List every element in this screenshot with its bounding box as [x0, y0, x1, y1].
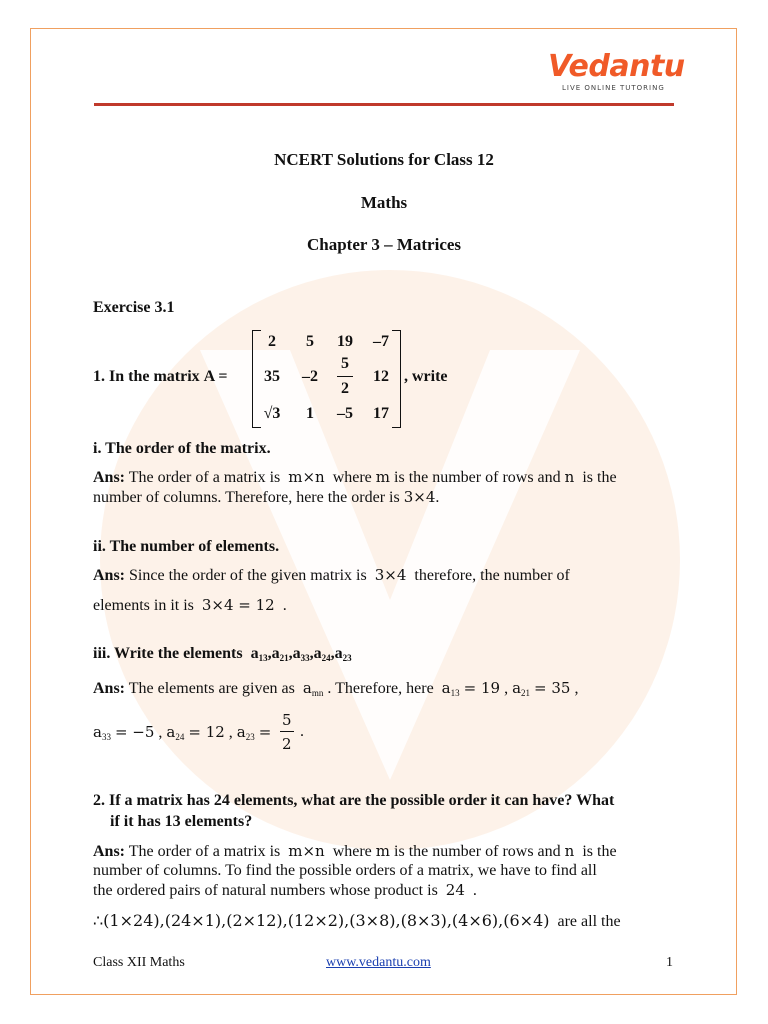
a23-fraction-bar	[280, 731, 294, 732]
a23-period: .	[300, 723, 304, 740]
matrix-cell: 17	[373, 405, 389, 422]
matrix-cell: –7	[373, 333, 389, 350]
a23-frac-num: 5	[282, 711, 292, 729]
part-ii-answer-line-2: elements in it is 3×4 = 12 .	[93, 596, 287, 614]
q2-answer-line-4: ∴(1×24),(24×1),(2×12),(12×2),(3×8),(8×3),(4×6),(6×4) are all the	[93, 911, 621, 930]
matrix-cell: 5	[306, 333, 314, 350]
matrix-cell: 1	[306, 405, 314, 422]
title-line-3: Chapter 3 – Matrices	[306, 235, 462, 254]
matrix-cell: 2	[268, 333, 276, 350]
part-i-answer-line-2: number of columns. Therefore, here the order is 3×4.	[93, 488, 440, 506]
exercise-heading: Exercise 3.1	[93, 299, 175, 316]
vedantu-logo[interactable]	[548, 50, 685, 92]
logo-tagline: LIVE ONLINE TUTORING	[562, 84, 665, 92]
matrix-frac-den: 2	[341, 380, 349, 397]
title-line-2: Maths	[360, 193, 408, 212]
q1-prefix: 1. In the matrix A =	[93, 368, 228, 385]
title-line-1: NCERT Solutions for Class 12	[274, 150, 494, 169]
footer-link[interactable]: www.vedantu.com	[326, 955, 431, 970]
q2-line-1: 2. If a matrix has 24 elements, what are the possible order it can have? What	[93, 792, 615, 809]
q2-line-2: if it has 13 elements?	[110, 813, 253, 830]
matrix-cell: 35	[264, 368, 280, 385]
header-divider	[94, 103, 674, 106]
footer-left: Class XII Maths	[93, 955, 185, 970]
matrix-cell: √3	[263, 405, 281, 422]
matrix-frac-num: 5	[341, 355, 349, 372]
matrix-cell: 19	[337, 333, 353, 350]
matrix-cell: 12	[373, 368, 389, 385]
part-i-heading: i. The order of the matrix.	[93, 440, 271, 457]
q2-answer-line-1: Ans: The order of a matrix is m×n where m is the number of rows and n is the	[93, 842, 617, 860]
page-number: 1	[666, 955, 673, 970]
matrix-fraction-bar	[337, 376, 353, 377]
matrix-cell: –2	[302, 368, 318, 385]
q1-suffix: , write	[404, 368, 448, 385]
part-ii-heading: ii. The number of elements.	[93, 538, 280, 555]
matrix-cell: –5	[337, 405, 353, 422]
part-iii-answer-line-2: a33 = −5 , a24 = 12 , a23 =	[93, 723, 272, 742]
q2-answer-line-2: number of columns. To find the possible orders of a matrix, we have to find all	[93, 862, 597, 879]
part-i-answer-line-1: Ans: The order of a matrix is m×n where m is the number of rows and n is the	[93, 468, 617, 486]
part-ii-answer-line-1: Ans: Since the order of the given matrix is 3×4 therefore, the number of	[93, 566, 570, 584]
part-iii-heading: iii. Write the elements a13,a21,a33,a24,a23	[93, 645, 352, 663]
q2-answer-line-3: the ordered pairs of natural numbers whose product is 24 .	[93, 881, 477, 899]
a23-frac-den: 2	[282, 735, 292, 753]
part-iii-answer-line-1: Ans: The elements are given as amn . Therefore, here a13 = 19 , a21 = 35 ,	[93, 679, 579, 698]
logo-wordmark: Vedantu	[548, 49, 685, 84]
